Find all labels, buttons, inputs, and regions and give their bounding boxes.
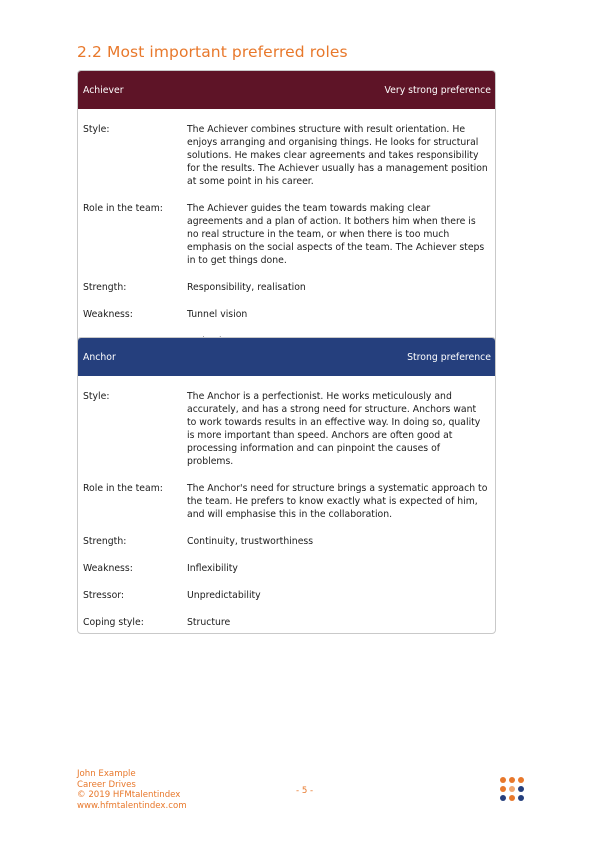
- row-label: Coping style:: [83, 617, 144, 628]
- logo-dot: [500, 777, 506, 783]
- role-row-team: [78, 473, 495, 521]
- page-number: - 5 -: [296, 786, 314, 796]
- role-name: Anchor: [83, 351, 116, 363]
- row-label: Style:: [83, 391, 110, 402]
- section-title: 2.2 Most important preferred roles: [77, 43, 348, 61]
- footer-name: John Example: [77, 769, 136, 779]
- role-card-header: [78, 338, 495, 376]
- row-value: Responsibility, realisation: [187, 282, 306, 293]
- footer-copyright: © 2019 HFMtalentindex: [77, 790, 181, 800]
- logo-dot: [509, 786, 515, 792]
- role-row-weakness: [78, 553, 495, 575]
- role-row-weakness: [78, 299, 495, 321]
- row-value: Inflexibility: [187, 563, 238, 574]
- logo-dot: [500, 795, 506, 801]
- row-label: Style:: [83, 124, 110, 135]
- role-row-style: [78, 114, 495, 188]
- role-name: Achiever: [83, 84, 124, 96]
- row-value: The Achiever guides the team towards making clear agreements and a plan of action. It bothers him when there is no real structure in the team, or when there is too much emphasis on the social aspects of the team. The Achiever steps in to get things done.: [187, 203, 485, 266]
- logo-dot: [518, 777, 524, 783]
- logo-dot: [509, 777, 515, 783]
- logo-dot: [509, 795, 515, 801]
- logo-dot: [518, 786, 524, 792]
- footer-website[interactable]: www.hfmtalentindex.com: [77, 800, 187, 811]
- logo-dot: [518, 795, 524, 801]
- row-label: Role in the team:: [83, 203, 163, 214]
- row-label: Strength:: [83, 282, 127, 293]
- footer-report: Career Drives: [77, 779, 136, 790]
- row-value: Unpredictability: [187, 590, 261, 601]
- row-value: Continuity, trustworthiness: [187, 536, 314, 547]
- role-row-strength: [78, 272, 495, 294]
- row-label: Weakness:: [83, 563, 133, 574]
- role-row-strength: [78, 526, 495, 548]
- row-label: Stressor:: [83, 590, 125, 601]
- row-label: Role in the team:: [83, 483, 163, 494]
- role-preference: Very strong preference: [384, 84, 491, 96]
- row-label: Weakness:: [83, 309, 133, 320]
- row-label: Strength:: [83, 536, 127, 547]
- role-card-achiever: [77, 70, 496, 380]
- dot-grid-logo-icon: [500, 777, 526, 803]
- role-card-anchor: [77, 337, 496, 634]
- row-value: The Anchor's need for structure brings a systematic approach to the team. He prefers to know exactly what is expected of him, and will emphasise this in the collaboration.: [187, 483, 488, 520]
- row-value: The Anchor is a perfectionist. He works meticulously and accurately, and has a strong need for structure. Anchors want to work towards results in an effective way. In doing so, quality is more important than speed. Anchors are often good at processing information and can pinpoint the causes of problems.: [187, 391, 481, 467]
- role-row-stressor: [78, 580, 495, 602]
- role-card-header: [78, 71, 495, 109]
- role-row-coping: [78, 607, 495, 629]
- footer-info: [77, 769, 187, 811]
- row-value: Tunnel vision: [187, 309, 248, 320]
- row-value: Structure: [187, 617, 231, 628]
- logo-dot: [500, 786, 506, 792]
- row-value: The Achiever combines structure with result orientation. He enjoys arranging and organising things. He looks for structural solutions. He makes clear agreements and takes responsibility for the results. The Achiever usually has a management position at some point in his career.: [187, 124, 488, 187]
- role-row-style: [78, 381, 495, 468]
- role-preference: Strong preference: [407, 351, 491, 363]
- role-row-team: [78, 193, 495, 267]
